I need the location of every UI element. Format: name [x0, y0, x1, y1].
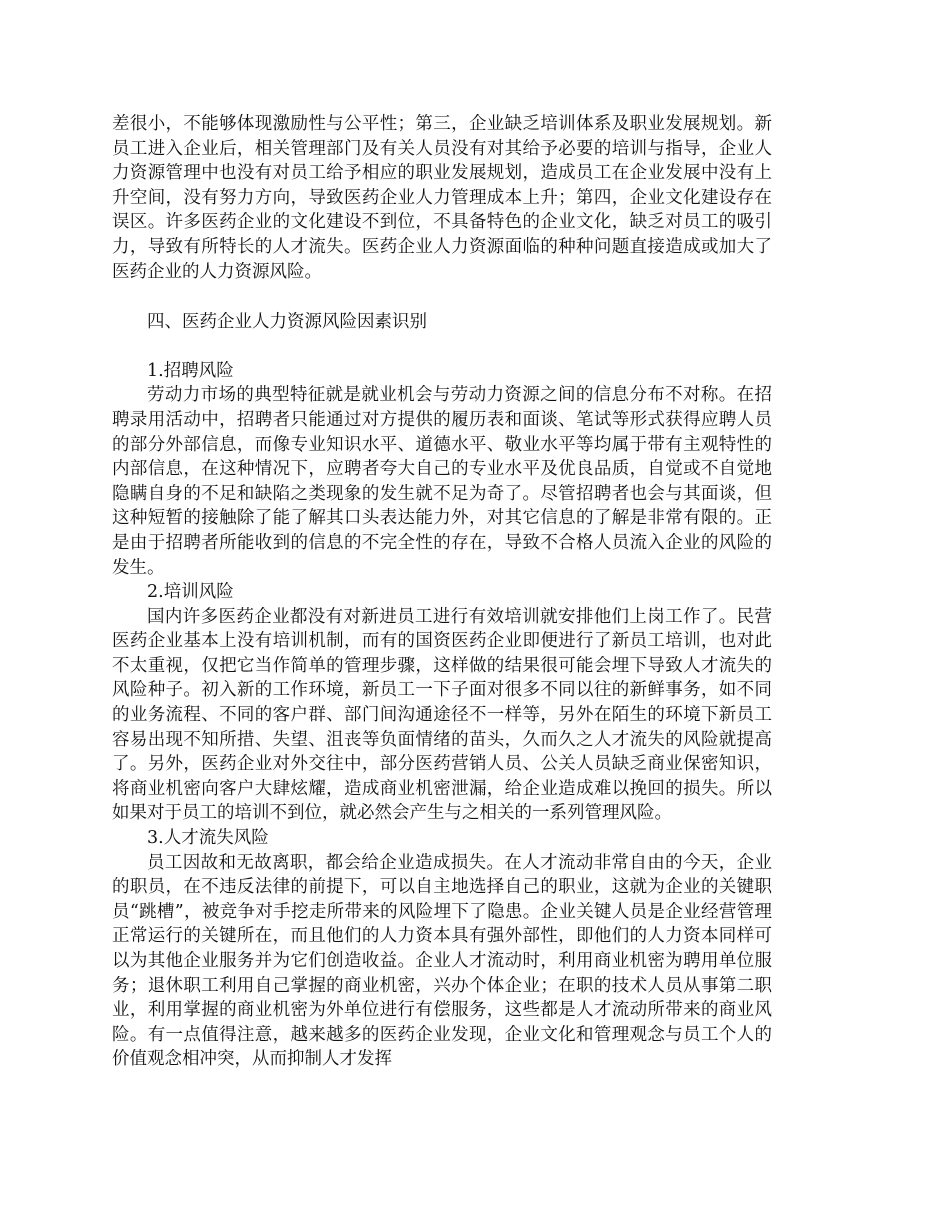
paragraph-talent-loss: 员工因故和无故离职，都会给企业造成损失。在人才流动非常自由的今天，企业的职员，在不违反法律的前提下，可以自主地选择自己的职业，这就为企业的关键职员“跳槽”，被竞争对手挖走所带来的风险埋下了隐患。企业关键人员是企业经营管理正常运行的关键所在，而且他们的人力资本具有强外部性，即他们的人力资本同样可以为其他企业服务并为它们创造收益。企业人才流动时，利用商业机密为聘用单位服务；退休职工利用自己掌握的商业机密，兴办个体企业；在职的技术人员从事第二职业，利用掌握的商业机密为外单位进行有偿服务，这些都是人才流动所带来的商业风险。有一点值得注意，越来越多的医药企业发现，企业文化和管理观念与员工个人的价值观念相冲突，从而抑制人才发挥: [112, 852, 772, 1070]
subheading-training: 2.培训风险: [147, 582, 234, 603]
paragraph-recruitment: 劳动力市场的典型特征就是就业机会与劳动力资源之间的信息分布不对称。在招聘录用活动中，招聘者只能通过对方提供的履历表和面谈、笔试等形式获得应聘人员的部分外部信息，而像专业知识水平、道德水平、敬业水平等均属于带有主观特性的内部信息，在这种情况下，应聘者夸大自己的专业水平及优良品质，自觉或不自觉地隐瞒自身的不足和缺陷之类现象的发生就不足为奇了。尽管招聘者也会与其面谈，但这种短暂的接触除了能了解其口头表达能力外，对其它信息的了解是非常有限的。正是由于招聘者所能收到的信息的不完全性的存在，导致不合格人员流入企业的风险的发生。: [112, 385, 772, 578]
section-heading: 四、医药企业人力资源风险因素识别: [147, 312, 427, 333]
document-body: [112, 112, 772, 1072]
paragraph-training: 国内许多医药企业都没有对新进员工进行有效培训就安排他们上岗工作了。民营医药企业基本上没有培训机制，而有的国资医药企业即便进行了新员工培训，也对此不太重视，仅把它当作简单的管理步骤，这样做的结果很可能会埋下导致人才流失的风险种子。初入新的工作环境，新员工一下子面对很多不同以往的新鲜事务，如不同的业务流程、不同的客户群、部门间沟通途径不一样等，另外在陌生的环境下新员工容易出现不知所措、失望、沮丧等负面情绪的苗头，久而久之人才流失的风险就提高了。另外，医药企业对外交往中，部分医药营销人员、公关人员缺乏商业保密知识，将商业机密向客户大肆炫耀，造成商业机密泄漏，给企业造成难以挽回的损失。所以如果对于员工的培训不到位，就必然会产生与之相关的一系列管理风险。: [112, 606, 772, 824]
subheading-recruitment: 1.招聘风险: [147, 360, 234, 381]
subheading-talent-loss: 3.人才流失风险: [147, 828, 269, 849]
paragraph-intro: 差很小，不能够体现激励性与公平性；第三，企业缺乏培训体系及职业发展规划。新员工进入企业后，相关管理部门及有关人员没有对其给予必要的培训与指导，企业人力资源管理中也没有对员工给予相应的职业发展规划，造成员工在企业发展中没有上升空间，没有努力方向，导致医药企业人力管理成本上升；第四，企业文化建设存在误区。许多医药企业的文化建设不到位，不具备特色的企业文化，缺乏对员工的吸引力，导致有所特长的人才流失。医药企业人力资源面临的种种问题直接造成或加大了医药企业的人力资源风险。: [112, 114, 772, 282]
